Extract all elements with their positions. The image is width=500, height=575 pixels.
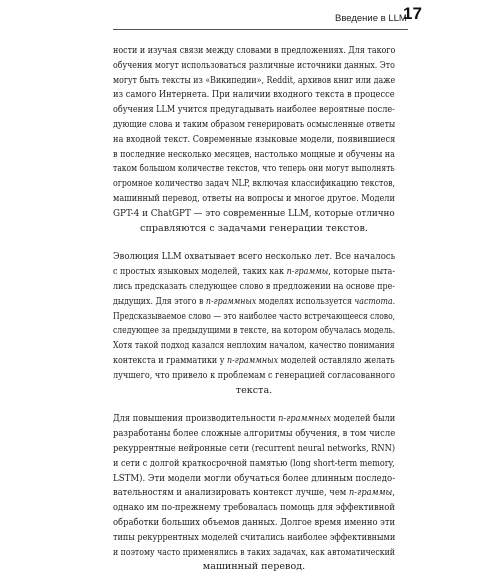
- text-line: машинный перевод.: [202, 561, 306, 573]
- paragraph-1: [113, 44, 395, 236]
- text-line: из самого Интернета. При наличии входного текста в процессе: [113, 89, 395, 101]
- text-line: Эволюция LLM охватывает всего несколько лет. Все началось: [113, 251, 396, 263]
- text-line: таком большом количестве текстов, что теперь они могут выполнять: [113, 163, 395, 175]
- header-rule: [113, 29, 408, 30]
- text-line: лучшего, что привело к проблемам с генерацией согласованного: [113, 369, 395, 381]
- text-line: и сети с долгой краткосрочной памятью (long short-term memory,: [113, 457, 395, 469]
- text-line: огромное количество задач NLP, включая классификацию текстов,: [113, 178, 396, 190]
- paragraph-2: [113, 250, 395, 398]
- text-line: следующее за предыдущими в тексте, на котором обучалась модель.: [113, 325, 396, 337]
- text-line: на входной текст. Современные языковые модели, появившиеся: [113, 133, 396, 145]
- text-line: обработки больших объемов данных. Долгое время именно эти: [113, 516, 396, 528]
- text-line: LSTM). Эти модели могли обучаться более длинным последо-: [113, 472, 396, 484]
- text-line: типы рекуррентных моделей считались наиболее эффективными: [113, 531, 396, 543]
- text-line: могут быть тексты из «Википедии», Reddit, архивов книг или даже: [113, 74, 396, 86]
- text-line: текста.: [235, 384, 273, 396]
- body-text: [113, 44, 395, 575]
- text-line: и поэтому часто применялись в таких задачах, как автоматический: [113, 546, 395, 558]
- text-line: Хотя такой подход казался неплохим началом, качество понимания: [113, 340, 395, 352]
- text-line: лись предсказать следующее слово в предложении на основе пре-: [113, 280, 395, 292]
- text-line: однако им по-прежнему требовалась помощь для эффективной: [113, 502, 395, 514]
- text-line: обучения могут использоваться различные источники данных. Это: [113, 59, 395, 71]
- text-line: рекуррентные нейронные сети (recurrent neural networks, RNN): [113, 442, 396, 454]
- text-line: вательностям и анализировать контекст лучше, чем n-граммы,: [113, 487, 395, 499]
- text-line: в последние несколько месяцев, настолько мощные и обучены на: [113, 148, 395, 160]
- text-line: справляются с задачами генерации текстов.: [140, 222, 368, 234]
- text-line: GPT-4 и ChatGPT — это современные LLM, которые отлично: [113, 207, 395, 219]
- text-line: обучения LLM учится предугадывать наиболее вероятные после-: [113, 104, 395, 116]
- text-line: ности и изучая связи между словами в предложениях. Для такого: [113, 45, 396, 56]
- text-line: контекста и грамматики у n-граммных моделей оставляло желать: [113, 354, 395, 366]
- text-line: дыдущих. Для этого в n-граммных моделях используется частота.: [113, 295, 396, 307]
- paragraph-3: [113, 412, 395, 575]
- text-line: с простых языковых моделей, таких как n-граммы, которые пыта-: [113, 266, 396, 278]
- text-line: дующие слова и таким образом генерировать осмысленные ответы: [113, 118, 396, 130]
- text-line: машинный перевод, ответы на вопросы и многое другое. Модели: [113, 192, 395, 204]
- text-line: Предсказываемое слово — это наиболее часто встречающееся слово,: [113, 310, 396, 322]
- running-head: Введение в LLM: [335, 13, 407, 24]
- page-number: 17: [403, 4, 422, 23]
- text-line: разработаны более сложные алгоритмы обучения, в том числе: [113, 428, 396, 440]
- text-line: Для повышения производительности n-граммных моделей были: [113, 413, 396, 425]
